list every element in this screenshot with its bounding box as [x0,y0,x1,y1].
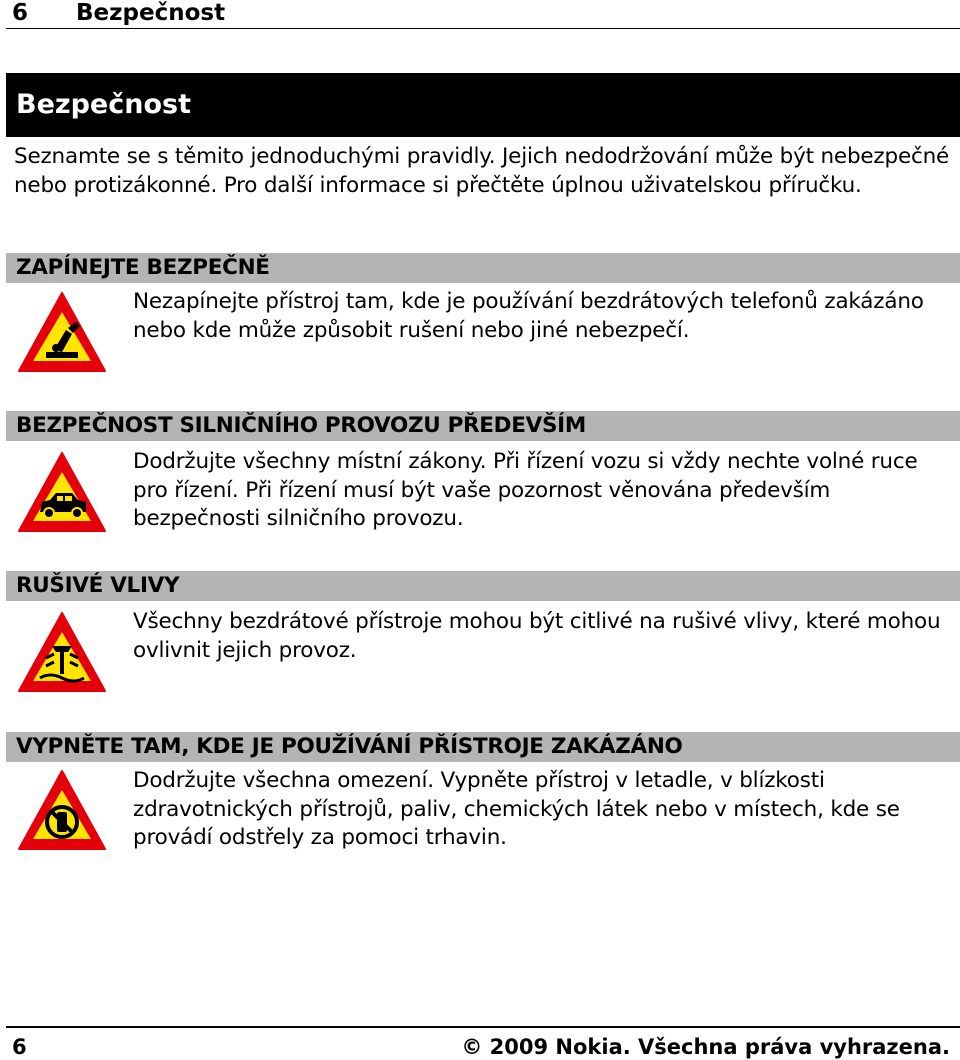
section-heading-switch-on-safely: ZAPÍNEJTE BEZPEČNĚ [6,253,960,283]
running-header [12,0,225,26]
footer-copyright: © 2009 Nokia. Všechna práva vyhrazena. [461,1035,950,1059]
section-heading-road-safety: BEZPEČNOST SILNIČNÍHO PROVOZU PŘEDEVŠÍM [6,411,960,441]
no-phone-prohibited-icon [16,768,108,852]
car-warning-icon [16,450,108,534]
interference-warning-icon [16,610,108,694]
section-heading-interference: RUŠIVÉ VLIVY [6,571,960,601]
section-text-switch-off-restricted: Dodržujte všechna omezení. Vypněte přístroj v letadle, v blízkosti zdravotnických přístrojů, paliv, chemických látek nebo v místech, kde se provádí odstřely za pomoci trhavin. [133,768,900,850]
section-text-interference: Všechny bezdrátové přístroje mohou být citlivé na rušivé vlivy, které mohou ovlivnit jejich provoz. [133,609,941,663]
hand-switch-warning-icon [16,290,108,374]
header-page-number: 6 [12,0,29,26]
section-text-road-safety: Dodržujte všechny místní zákony. Při řízení vozu si vždy nechte volné ruce pro řízení. Při řízení musí být vaše pozornost věnována především bezpečnosti silničního provozu. [133,449,918,531]
section-text-switch-on-safely: Nezapínejte přístroj tam, kde je používání bezdrátových telefonů zakázáno nebo kde může způsobit rušení nebo jiné nebezpečí. [133,289,924,343]
footer-divider [6,1026,960,1028]
header-divider [6,28,960,29]
header-chapter-title: Bezpečnost [76,0,226,26]
section-heading-switch-off-restricted: VYPNĚTE TAM, KDE JE POUŽÍVÁNÍ PŘÍSTROJE ZAKÁZÁNO [6,732,960,762]
intro-paragraph: Seznamte se s těmito jednoduchými pravidly. Jejich nedodržování může být nebezpečné nebo protizákonné. Pro další informace si přečtěte úplnou uživatelskou příručku. [14,144,950,198]
footer-page-number: 6 [12,1035,27,1059]
page-title: Bezpečnost [6,73,960,137]
